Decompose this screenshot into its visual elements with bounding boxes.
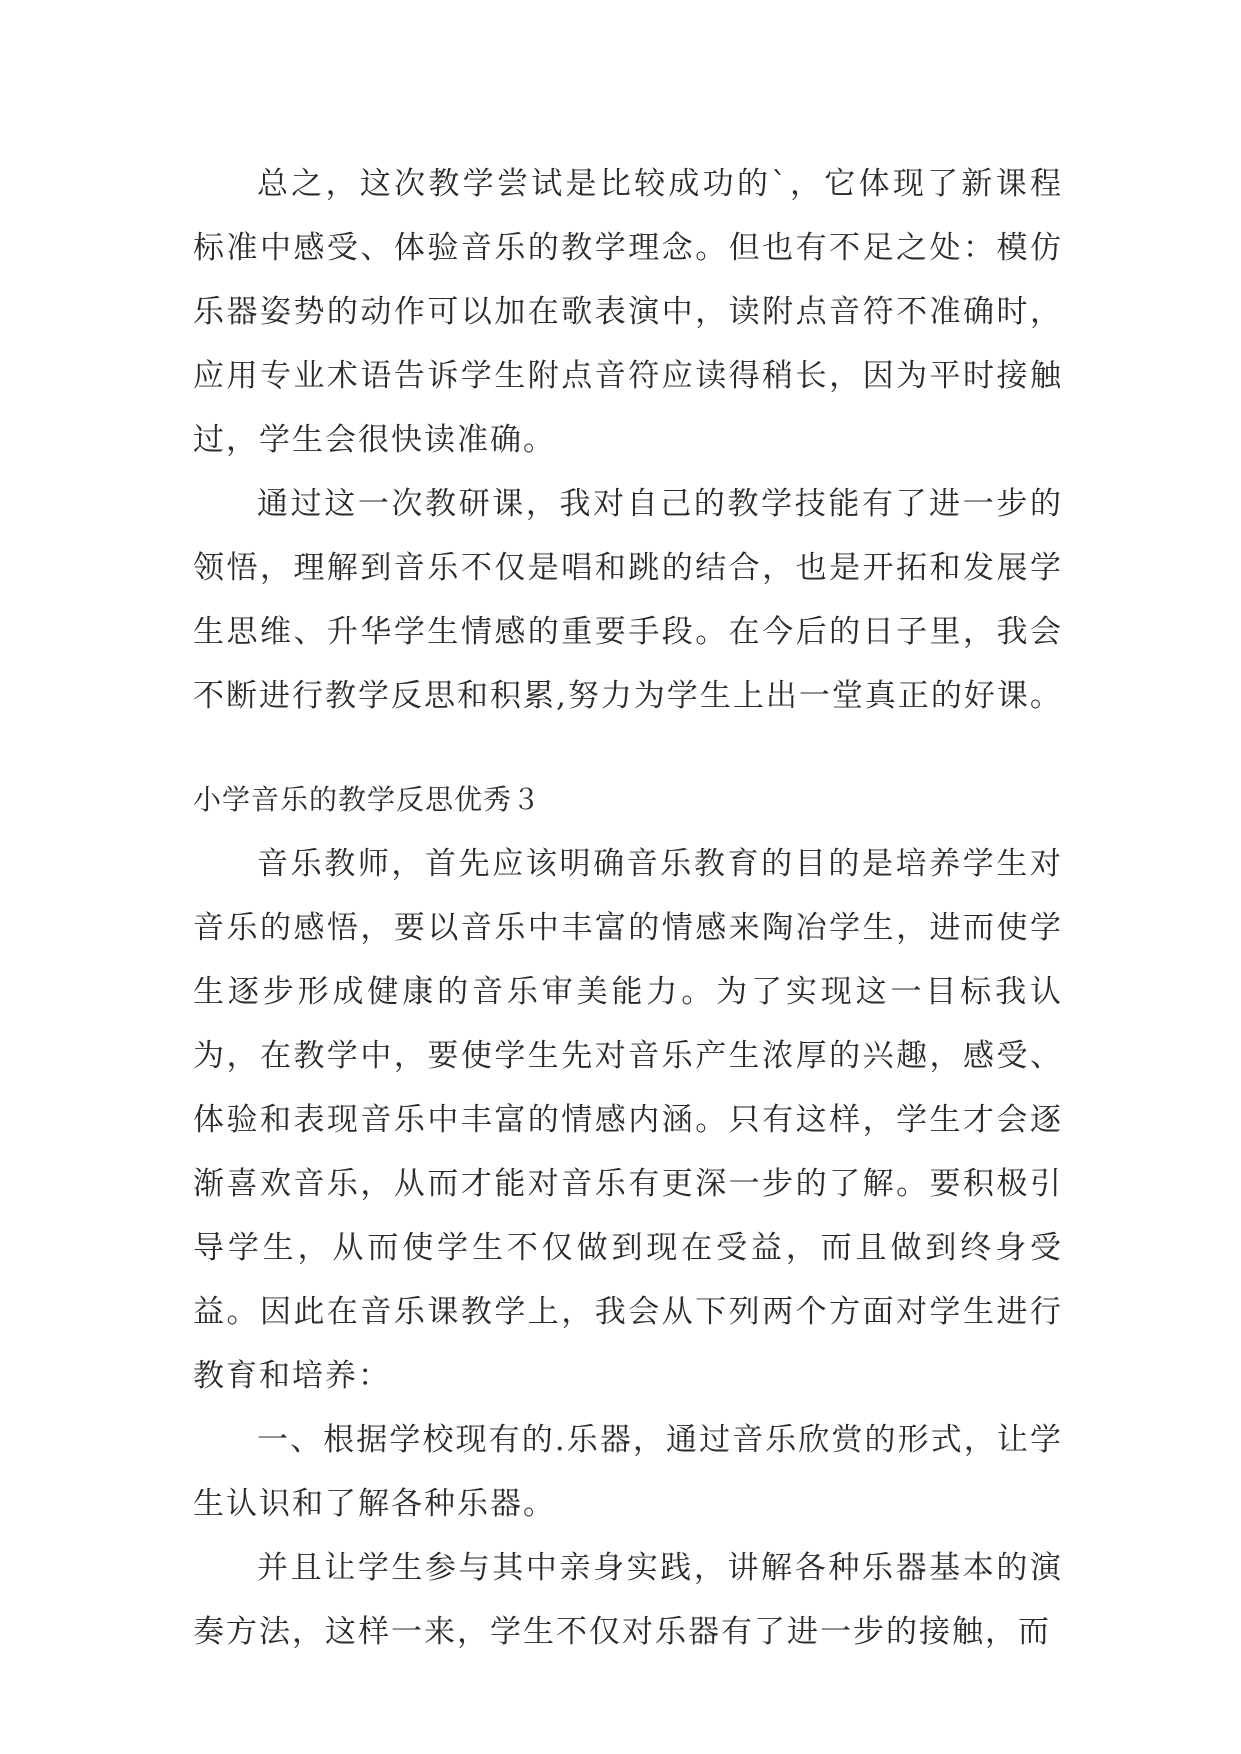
paragraph-summary: 总之，这次教学尝试是比较成功的`，它体现了新课程标准中感受、体验音乐的教学理念。但也有不足之处：模仿乐器姿势的动作可以加在歌表演中，读附点音符不准确时，应用专业术语告诉学生附点音符应读得稍长，因为平时接触过，学生会很快读准确。 bbox=[193, 166, 1063, 458]
paragraph-practice: 并且让学生参与其中亲身实践，讲解各种乐器基本的演奏方法，这样一来，学生不仅对乐器有了进一步的接触，而 bbox=[193, 1550, 1063, 1650]
section-title: 小学音乐的教学反思优秀３ bbox=[193, 783, 542, 816]
paragraph-point-one: 一、根据学校现有的.乐器，通过音乐欣赏的形式，让学生认识和了解各种乐器。 bbox=[193, 1422, 1063, 1522]
document-body bbox=[193, 152, 1063, 1664]
paragraph-music-teacher: 音乐教师，首先应该明确音乐教育的目的是培养学生对音乐的感悟，要以音乐中丰富的情感来陶冶学生，进而使学生逐步形成健康的音乐审美能力。为了实现这一目标我认为，在教学中，要使学生先对音乐产生浓厚的兴趣，感受、体验和表现音乐中丰富的情感内涵。只有这样，学生才会逐渐喜欢音乐，从而才能对音乐有更深一步的了解。要积极引导学生，从而使学生不仅做到现在受益，而且做到终身受益。因此在音乐课教学上，我会从下列两个方面对学生进行教育和培养： bbox=[193, 846, 1063, 1394]
paragraph-reflection: 通过这一次教研课，我对自己的教学技能有了进一步的领悟，理解到音乐不仅是唱和跳的结合，也是开拓和发展学生思维、升华学生情感的重要手段。在今后的日子里，我会不断进行教学反思和积累,努力为学生上出一堂真正的好课。 bbox=[193, 486, 1063, 714]
